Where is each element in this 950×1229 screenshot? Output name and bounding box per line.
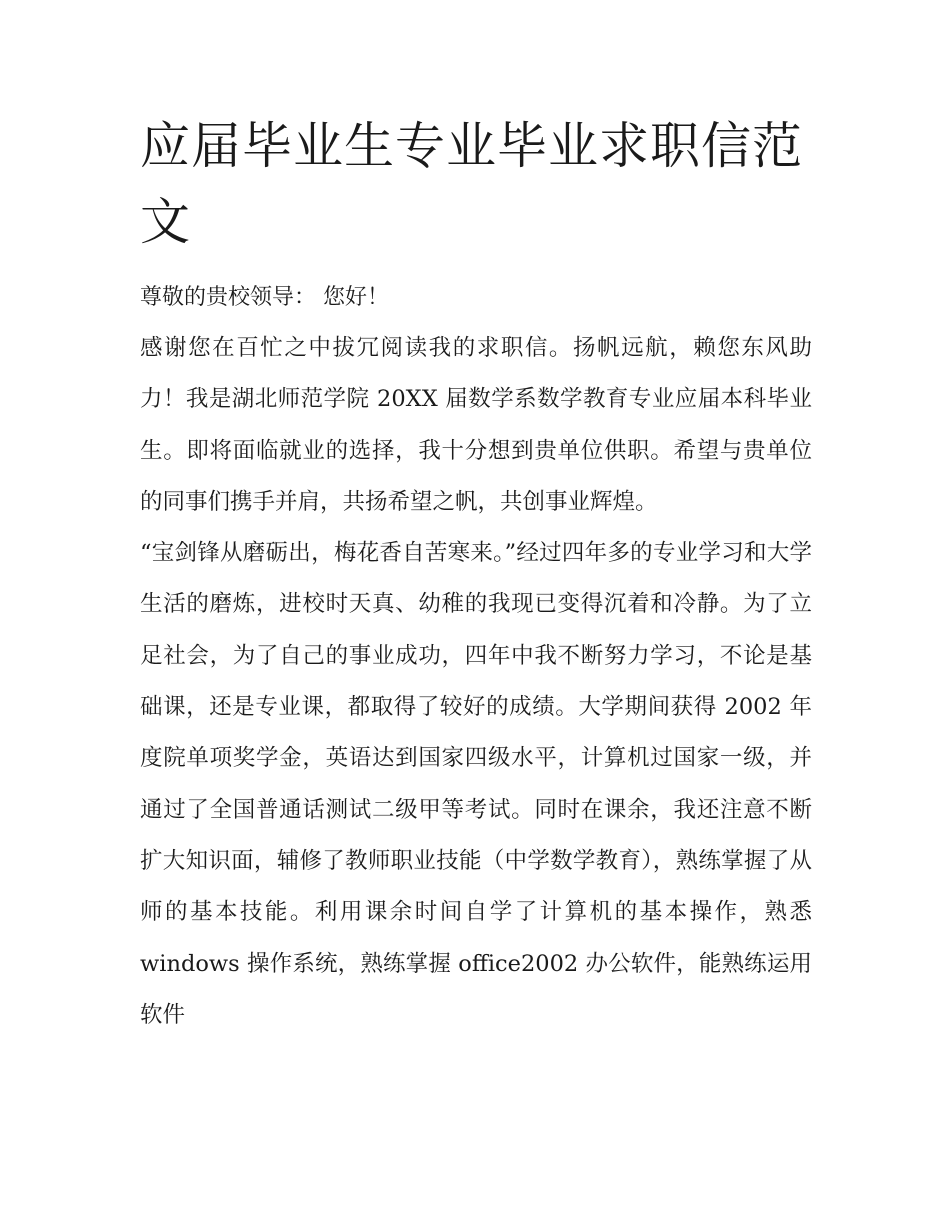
greeting-line: 尊敬的贵校领导： 您好！ [140,285,389,310]
document-title: 应届毕业生专业毕业求职信范文 [140,117,803,251]
paragraph-intro: 感谢您在百忙之中拔冗阅读我的求职信。扬帆远航，赖您东风助力！我是湖北师范学院 20XX 届数学系数学教育专业应届本科毕业生。即将面临就业的选择，我十分想到贵单位供职。希望与贵单位的同事们携手并肩，共扬希望之帆，共创事业辉煌。 [140,335,812,515]
paragraph-experience: “宝剑锋从磨砺出，梅花香自苦寒来。”经过四年多的专业学习和大学生活的磨炼，进校时天真、幼稚的我现已变得沉着和冷静。为了立足社会，为了自己的事业成功，四年中我不断努力学习，不论是基础课，还是专业课，都取得了较好的成绩。大学期间获得 2002 年度院单项奖学金，英语达到国家四级水平，计算机过国家一级，并通过了全国普通话测试二级甲等考试。同时在课余，我还注意不断扩大知识面，辅修了教师职业技能（中学数学教育），熟练掌握了从师的基本技能。利用课余时间自学了计算机的基本操作，熟悉 windows 操作系统，熟练掌握 office2002 办公软件，能熟练运用软件 [140,540,812,1028]
document-page [140,108,812,1041]
